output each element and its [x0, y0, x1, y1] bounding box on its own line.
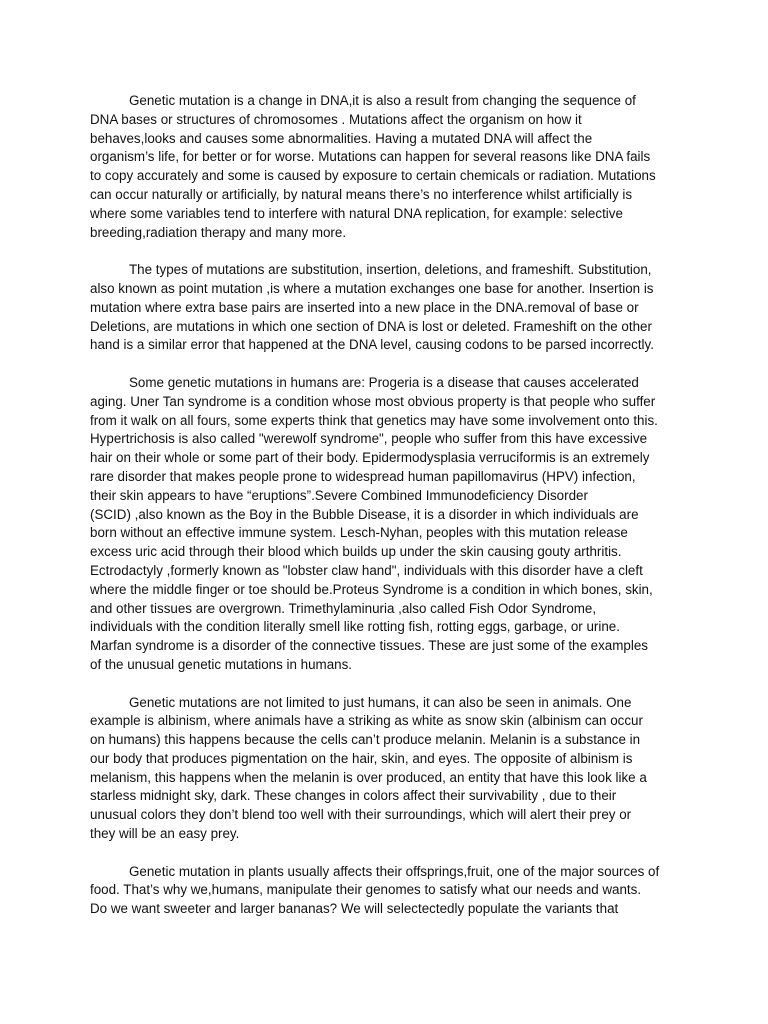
text-line: starless midnight sky, dark. These changes in colors affect their survivability , due to their: [90, 788, 617, 804]
text-line: can occur naturally or artificially, by natural means there’s no interference whilst artificially is: [90, 186, 633, 202]
text-line: unusual colors they don’t blend too well with their surroundings, which will alert their prey or: [90, 807, 632, 823]
text-line: born without an effective immune system. Lesch-Nyhan, peoples with this mutation release: [90, 525, 628, 541]
text-line: hair on their whole or some part of their body. Epidermodysplasia verruciformis is an extremely: [90, 450, 650, 466]
text-line: DNA bases or structures of chromosomes . Mutations affect the organism on how it: [90, 111, 582, 127]
text-line: Genetic mutation in plants usually affects their offsprings,fruit, one of the major sources of: [129, 863, 660, 879]
paragraph-2: [90, 261, 678, 355]
paragraph-3: [90, 374, 678, 675]
text-line: to copy accurately and some is caused by exposure to certain chemicals or radiation. Mutations: [90, 168, 656, 184]
text-line: and other tissues are overgrown. Trimethylaminuria ,also called Fish Odor Syndrome,: [90, 600, 597, 616]
text-line: from it walk on all fours, some experts think that genetics may have some involvement onto this.: [90, 412, 658, 428]
text-line: our body that produces pigmentation on the hair, skin, and eyes. The opposite of albinism is: [90, 750, 633, 766]
text-line: Deletions, are mutations in which one section of DNA is lost or deleted. Frameshift on the other: [90, 318, 652, 334]
text-line: rare disorder that makes people prone to widespread human papillomavirus (HPV) infection,: [90, 468, 636, 484]
text-line: melanism, this happens when the melanin is over produced, an entity that have this look like a: [90, 769, 647, 785]
paragraph-5: [90, 863, 678, 919]
text-line: example is albinism, where animals have a striking as white as snow skin (albinism can occur: [90, 713, 643, 729]
text-line: behaves,looks and causes some abnormalities. Having a mutated DNA will affect the: [90, 130, 593, 146]
text-line: Genetic mutations are not limited to just humans, it can also be seen in animals. One: [129, 694, 632, 710]
paragraph-4: [90, 694, 678, 844]
text-line: aging. Uner Tan syndrome is a condition whose most obvious property is that people who suffer: [90, 393, 656, 409]
text-line: Some genetic mutations in humans are: Progeria is a disease that causes accelerated: [129, 374, 639, 390]
text-line: mutation where extra base pairs are inserted into a new place in the DNA.removal of base or: [90, 299, 639, 315]
text-line: Ectrodactyly ,formerly known as "lobster claw hand", individuals with this disorder have a cleft: [90, 562, 643, 578]
text-line: Do we want sweeter and larger bananas? We will selectectedly populate the variants that: [90, 901, 619, 917]
text-line: hand is a similar error that happened at the DNA level, causing codons to be parsed incorrectly.: [90, 337, 654, 353]
text-line: food. That’s why we,humans, manipulate their genomes to satisfy what our needs and wants.: [90, 882, 642, 898]
text-line: also known as point mutation ,is where a mutation exchanges one base for another. Insertion is: [90, 280, 654, 296]
text-line: they will be an easy prey.: [90, 826, 240, 842]
text-line: breeding,radiation therapy and many more.: [90, 224, 347, 240]
text-line: organism’s life, for better or for worse. Mutations can happen for several reasons like DNA fails: [90, 149, 651, 165]
text-line: (SCID) ,also known as the Boy in the Bubble Disease, it is a disorder in which individuals are: [90, 506, 639, 522]
text-line: excess uric acid through their blood which builds up under the skin causing gouty arthritis.: [90, 544, 622, 560]
text-line: individuals with the condition literally smell like rotting fish, rotting eggs, garbage, or urine.: [90, 619, 620, 635]
text-line: where some variables tend to interfere with natural DNA replication, for example: selective: [90, 205, 623, 221]
text-line: Genetic mutation is a change in DNA,it is also a result from changing the sequence of: [129, 93, 636, 108]
text-line: of the unusual genetic mutations in humans.: [90, 656, 353, 672]
text-line: Hypertrichosis is also called "werewolf syndrome", people who suffer from this have excessive: [90, 431, 648, 447]
text-line: on humans) this happens because the cells can’t produce melanin. Melanin is a substance in: [90, 732, 641, 748]
text-line: their skin appears to have “eruptions”.Severe Combined Immunodeficiency Disorder: [90, 487, 588, 503]
document-body: [90, 92, 678, 919]
text-line: where the middle finger or toe should be.Proteus Syndrome is a condition in which bones, skin,: [90, 581, 653, 597]
text-line: The types of mutations are substitution, insertion, deletions, and frameshift. Substitution,: [129, 262, 652, 278]
text-line: Marfan syndrome is a disorder of the connective tissues. These are just some of the examples: [90, 638, 648, 654]
paragraph-1: [90, 92, 678, 242]
